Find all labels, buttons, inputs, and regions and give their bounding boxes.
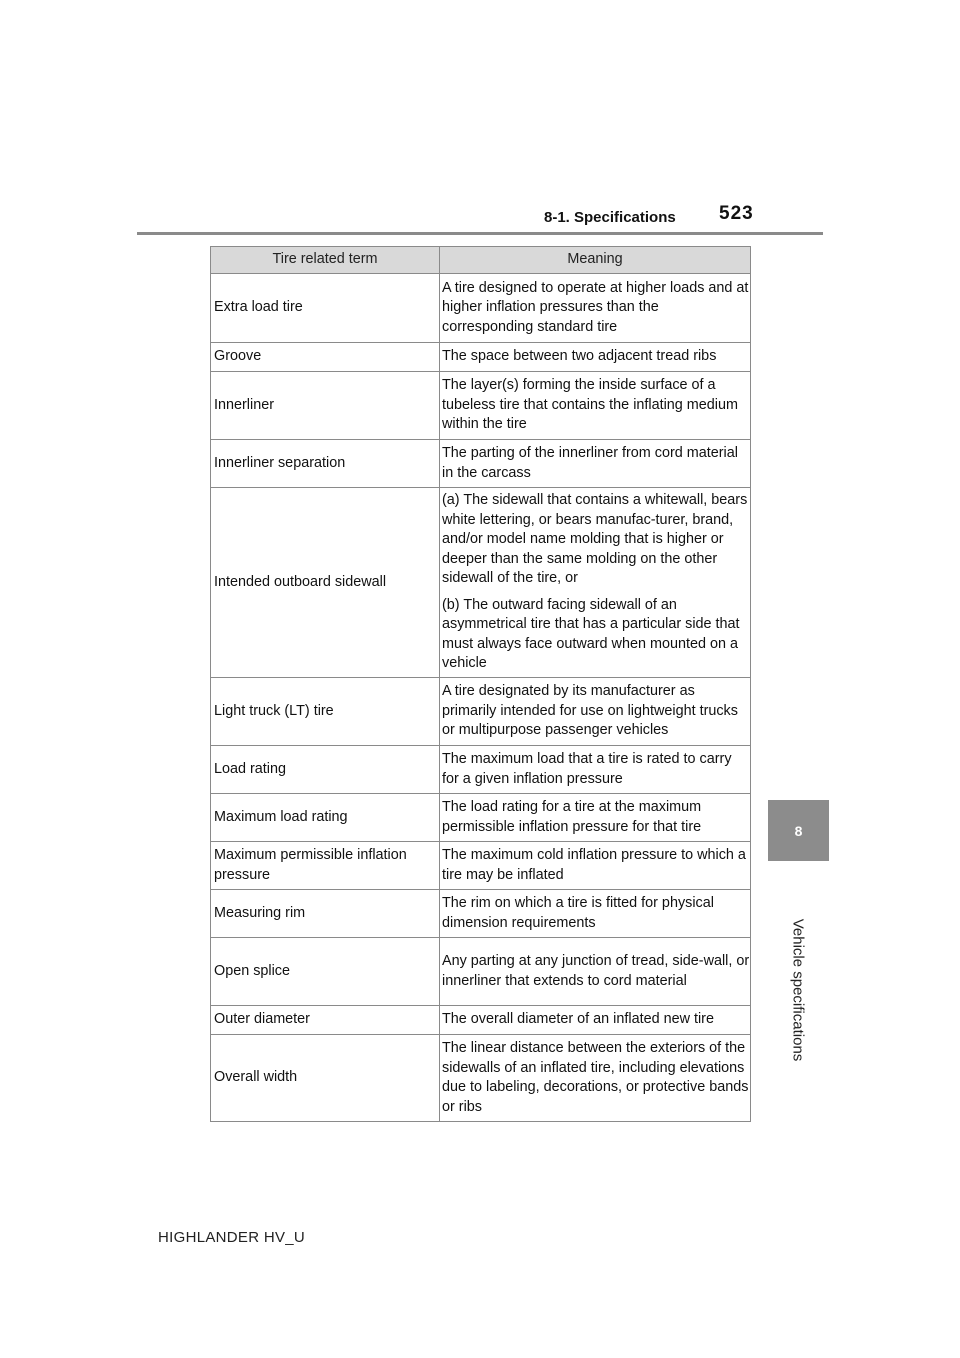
term-cell: Measuring rim [211, 890, 440, 938]
term-cell: Innerliner separation [211, 440, 440, 488]
meaning-cell [440, 842, 751, 890]
meaning-text: The load rating for a tire at the maximum permissible inflation pressure for that tire [442, 799, 702, 835]
meaning-cell [440, 372, 751, 440]
meaning-text: The parting of the innerliner from cord material in the carcass [442, 445, 738, 481]
footer-model: HIGHLANDER HV_U [158, 1229, 306, 1246]
term-cell: Groove [211, 343, 440, 372]
meaning-text: The linear distance between the exteriors of the sidewalls of an inflated tire, including elevations due to labeling, decorations, or protective bands or ribs [442, 1040, 749, 1115]
meaning-text: The maximum load that a tire is rated to carry for a given inflation pressure [442, 751, 732, 787]
table-row [211, 794, 751, 842]
meaning-cell [440, 938, 751, 1006]
term-cell: Maximum load rating [211, 794, 440, 842]
table-row [211, 678, 751, 746]
term-cell: Outer diameter [211, 1006, 440, 1035]
column-header-term: Tire related term [211, 247, 440, 274]
page-number: 523 [719, 203, 754, 224]
term-cell: Intended outboard sidewall [211, 488, 440, 678]
table-row [211, 488, 751, 678]
table-row [211, 440, 751, 488]
meaning-cell [440, 890, 751, 938]
table-row [211, 746, 751, 794]
table-row [211, 890, 751, 938]
table-row [211, 938, 751, 1006]
term-cell: Light truck (LT) tire [211, 678, 440, 746]
meaning-text: (a) The sidewall that contains a whitewall, bears white lettering, or bears manufac-turer, brand, and/or model name molding that is higher or deeper than the same molding on the other sidewall of the tire, or [442, 492, 748, 587]
meaning-text: The space between two adjacent tread ribs [442, 348, 717, 365]
meaning-text: The overall diameter of an inflated new tire [442, 1011, 714, 1028]
term-cell: Open splice [211, 938, 440, 1006]
table-row [211, 1006, 751, 1035]
tire-terms-table [210, 246, 751, 1122]
term-cell: Load rating [211, 746, 440, 794]
table-row [211, 274, 751, 343]
table-row [211, 343, 751, 372]
header-rule [137, 232, 823, 235]
table-row [211, 842, 751, 890]
meaning-text: Any parting at any junction of tread, side-wall, or innerliner that extends to cord material [442, 953, 750, 989]
chapter-title: Vehicle specifications [789, 918, 807, 1062]
meaning-cell [440, 746, 751, 794]
meaning-cell [440, 678, 751, 746]
term-cell: Maximum permissible inflation pressure [211, 842, 440, 890]
meaning-text: A tire designed to operate at higher loads and at higher inflation pressures than the corresponding standard tire [442, 279, 749, 335]
meaning-cell [440, 488, 751, 678]
meaning-text: The maximum cold inflation pressure to which a tire may be inflated [442, 847, 746, 883]
meaning-cell [440, 1006, 751, 1035]
table-row [211, 372, 751, 440]
meaning-cell [440, 794, 751, 842]
meaning-text: (b) The outward facing sidewall of an asymmetrical tire that has a particular side that must always face outward when mounted on a vehicle [442, 596, 740, 672]
term-cell: Overall width [211, 1035, 440, 1122]
meaning-text: A tire designated by its manufacturer as primarily intended for use on lightweight trucks or multipurpose passenger vehicles [442, 683, 738, 739]
column-header-meaning: Meaning [440, 247, 751, 274]
table-row [211, 1035, 751, 1122]
chapter-tab[interactable]: 8 [768, 800, 829, 861]
meaning-text: The layer(s) forming the inside surface of a tubeless tire that contains the inflating medium within the tire [442, 377, 738, 433]
term-cell: Extra load tire [211, 274, 440, 343]
section-title: 8-1. Specifications [544, 209, 676, 226]
table-header-row [211, 247, 751, 274]
meaning-cell [440, 343, 751, 372]
term-cell: Innerliner [211, 372, 440, 440]
meaning-text: The rim on which a tire is fitted for physical dimension requirements [442, 895, 714, 931]
meaning-cell [440, 440, 751, 488]
meaning-cell [440, 274, 751, 343]
meaning-cell [440, 1035, 751, 1122]
